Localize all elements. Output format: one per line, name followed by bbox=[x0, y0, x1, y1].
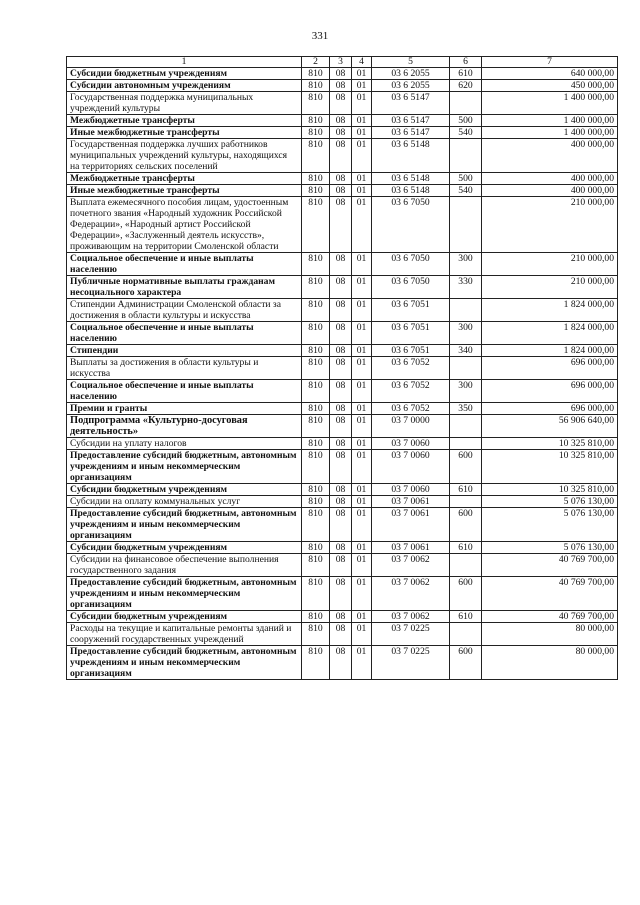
admin-code-cell: 810 bbox=[302, 496, 330, 508]
amount-cell: 1 824 000,00 bbox=[482, 299, 618, 322]
subsection-code-cell: 01 bbox=[352, 403, 372, 415]
expense-type-cell bbox=[450, 496, 482, 508]
expense-name-cell: Предоставление субсидий бюджетным, автономным учреждениям и иным некоммерческим организациям bbox=[67, 508, 302, 542]
table-row bbox=[67, 438, 618, 450]
target-article-cell: 03 6 5148 bbox=[372, 139, 450, 173]
budget-table bbox=[66, 56, 618, 680]
target-article-cell: 03 7 0060 bbox=[372, 484, 450, 496]
expense-type-cell: 600 bbox=[450, 508, 482, 542]
table-row bbox=[67, 415, 618, 438]
section-code-cell: 08 bbox=[330, 542, 352, 554]
admin-code-cell: 810 bbox=[302, 322, 330, 345]
expense-type-cell bbox=[450, 554, 482, 577]
expense-type-cell: 610 bbox=[450, 68, 482, 80]
subsection-code-cell: 01 bbox=[352, 197, 372, 253]
expense-name-cell: Стипендии Администрации Смоленской области за достижения в области культуры и искусства bbox=[67, 299, 302, 322]
subsection-code-cell: 01 bbox=[352, 127, 372, 139]
table-row bbox=[67, 127, 618, 139]
expense-name-cell: Социальное обеспечение и иные выплаты населению bbox=[67, 322, 302, 345]
subsection-code-cell: 01 bbox=[352, 415, 372, 438]
expense-type-cell: 600 bbox=[450, 450, 482, 484]
admin-code-cell: 810 bbox=[302, 646, 330, 680]
amount-cell: 40 769 700,00 bbox=[482, 554, 618, 577]
expense-name-cell: Субсидии на финансовое обеспечение выполнения государственного задания bbox=[67, 554, 302, 577]
admin-code-cell: 810 bbox=[302, 403, 330, 415]
subsection-code-cell: 01 bbox=[352, 623, 372, 646]
table-row bbox=[67, 173, 618, 185]
table-row bbox=[67, 68, 618, 80]
amount-cell: 1 400 000,00 bbox=[482, 127, 618, 139]
amount-cell: 400 000,00 bbox=[482, 139, 618, 173]
expense-name-cell: Субсидии бюджетным учреждениям bbox=[67, 611, 302, 623]
admin-code-cell: 810 bbox=[302, 542, 330, 554]
admin-code-cell: 810 bbox=[302, 253, 330, 276]
expense-type-cell: 610 bbox=[450, 484, 482, 496]
expense-type-cell bbox=[450, 197, 482, 253]
admin-code-cell: 810 bbox=[302, 623, 330, 646]
expense-name-cell: Подпрограмма «Культурно-досуговая деятельность» bbox=[67, 415, 302, 438]
expense-type-cell: 300 bbox=[450, 322, 482, 345]
amount-cell: 210 000,00 bbox=[482, 253, 618, 276]
admin-code-cell: 810 bbox=[302, 197, 330, 253]
admin-code-cell: 810 bbox=[302, 380, 330, 403]
section-code-cell: 08 bbox=[330, 80, 352, 92]
amount-cell: 40 769 700,00 bbox=[482, 611, 618, 623]
expense-name-cell: Государственная поддержка лучших работников муниципальных учреждений культуры, находящихся на территориях сельских поселений bbox=[67, 139, 302, 173]
expense-type-cell: 340 bbox=[450, 345, 482, 357]
amount-cell: 80 000,00 bbox=[482, 623, 618, 646]
section-code-cell: 08 bbox=[330, 623, 352, 646]
admin-code-cell: 810 bbox=[302, 415, 330, 438]
target-article-cell: 03 6 5147 bbox=[372, 115, 450, 127]
target-article-cell: 03 7 0062 bbox=[372, 577, 450, 611]
section-code-cell: 08 bbox=[330, 380, 352, 403]
section-code-cell: 08 bbox=[330, 68, 352, 80]
amount-cell: 40 769 700,00 bbox=[482, 577, 618, 611]
expense-name-cell: Выплата ежемесячного пособия лицам, удостоенным почетного звания «Народный художник Российской Федерации», «Народный артист Российской Федерации», «Заслуженный деятель искусств», проживающим на территории Смоленской области bbox=[67, 197, 302, 253]
target-article-cell: 03 6 2055 bbox=[372, 68, 450, 80]
table-row bbox=[67, 577, 618, 611]
section-code-cell: 08 bbox=[330, 554, 352, 577]
amount-cell: 5 076 130,00 bbox=[482, 542, 618, 554]
expense-name-cell: Субсидии на уплату налогов bbox=[67, 438, 302, 450]
amount-cell: 10 325 810,00 bbox=[482, 484, 618, 496]
admin-code-cell: 810 bbox=[302, 345, 330, 357]
target-article-cell: 03 6 7052 bbox=[372, 403, 450, 415]
subsection-code-cell: 01 bbox=[352, 139, 372, 173]
target-article-cell: 03 6 7051 bbox=[372, 345, 450, 357]
expense-name-cell: Иные межбюджетные трансферты bbox=[67, 185, 302, 197]
section-code-cell: 08 bbox=[330, 450, 352, 484]
expense-name-cell: Социальное обеспечение и иные выплаты населению bbox=[67, 380, 302, 403]
target-article-cell: 03 6 5147 bbox=[372, 92, 450, 115]
column-header: 4 bbox=[352, 57, 372, 68]
section-code-cell: 08 bbox=[330, 611, 352, 623]
admin-code-cell: 810 bbox=[302, 299, 330, 322]
admin-code-cell: 810 bbox=[302, 577, 330, 611]
admin-code-cell: 810 bbox=[302, 80, 330, 92]
expense-name-cell: Государственная поддержка муниципальных учреждений культуры bbox=[67, 92, 302, 115]
admin-code-cell: 810 bbox=[302, 276, 330, 299]
expense-name-cell: Предоставление субсидий бюджетным, автономным учреждениям и иным некоммерческим организациям bbox=[67, 577, 302, 611]
target-article-cell: 03 7 0061 bbox=[372, 542, 450, 554]
table-row bbox=[67, 322, 618, 345]
amount-cell: 10 325 810,00 bbox=[482, 438, 618, 450]
table-row bbox=[67, 139, 618, 173]
table-row bbox=[67, 554, 618, 577]
expense-type-cell: 300 bbox=[450, 380, 482, 403]
table-row bbox=[67, 380, 618, 403]
column-header: 3 bbox=[330, 57, 352, 68]
column-header: 7 bbox=[482, 57, 618, 68]
expense-type-cell: 500 bbox=[450, 115, 482, 127]
section-code-cell: 08 bbox=[330, 92, 352, 115]
amount-cell: 450 000,00 bbox=[482, 80, 618, 92]
admin-code-cell: 810 bbox=[302, 611, 330, 623]
expense-name-cell: Предоставление субсидий бюджетным, автономным учреждениям и иным некоммерческим организациям bbox=[67, 646, 302, 680]
admin-code-cell: 810 bbox=[302, 438, 330, 450]
amount-cell: 400 000,00 bbox=[482, 173, 618, 185]
table-row bbox=[67, 542, 618, 554]
expense-name-cell: Межбюджетные трансферты bbox=[67, 115, 302, 127]
column-header: 5 bbox=[372, 57, 450, 68]
subsection-code-cell: 01 bbox=[352, 496, 372, 508]
target-article-cell: 03 7 0061 bbox=[372, 496, 450, 508]
section-code-cell: 08 bbox=[330, 115, 352, 127]
target-article-cell: 03 7 0060 bbox=[372, 450, 450, 484]
amount-cell: 696 000,00 bbox=[482, 403, 618, 415]
expense-type-cell: 610 bbox=[450, 611, 482, 623]
expense-name-cell: Субсидии бюджетным учреждениям bbox=[67, 68, 302, 80]
table-row bbox=[67, 403, 618, 415]
section-code-cell: 08 bbox=[330, 508, 352, 542]
expense-type-cell: 620 bbox=[450, 80, 482, 92]
expense-type-cell bbox=[450, 357, 482, 380]
admin-code-cell: 810 bbox=[302, 357, 330, 380]
expense-type-cell: 600 bbox=[450, 646, 482, 680]
subsection-code-cell: 01 bbox=[352, 68, 372, 80]
section-code-cell: 08 bbox=[330, 415, 352, 438]
table-body bbox=[67, 68, 618, 680]
amount-cell: 1 824 000,00 bbox=[482, 322, 618, 345]
admin-code-cell: 810 bbox=[302, 173, 330, 185]
section-code-cell: 08 bbox=[330, 577, 352, 611]
target-article-cell: 03 7 0000 bbox=[372, 415, 450, 438]
expense-name-cell: Субсидии бюджетным учреждениям bbox=[67, 542, 302, 554]
subsection-code-cell: 01 bbox=[352, 357, 372, 380]
expense-type-cell bbox=[450, 623, 482, 646]
subsection-code-cell: 01 bbox=[352, 253, 372, 276]
section-code-cell: 08 bbox=[330, 253, 352, 276]
amount-cell: 80 000,00 bbox=[482, 646, 618, 680]
expense-name-cell: Межбюджетные трансферты bbox=[67, 173, 302, 185]
target-article-cell: 03 6 7052 bbox=[372, 380, 450, 403]
section-code-cell: 08 bbox=[330, 299, 352, 322]
expense-type-cell bbox=[450, 415, 482, 438]
amount-cell: 5 076 130,00 bbox=[482, 496, 618, 508]
target-article-cell: 03 6 7050 bbox=[372, 276, 450, 299]
subsection-code-cell: 01 bbox=[352, 322, 372, 345]
amount-cell: 696 000,00 bbox=[482, 357, 618, 380]
subsection-code-cell: 01 bbox=[352, 276, 372, 299]
expense-name-cell: Стипендии bbox=[67, 345, 302, 357]
expense-type-cell: 610 bbox=[450, 542, 482, 554]
target-article-cell: 03 7 0062 bbox=[372, 611, 450, 623]
table-row bbox=[67, 496, 618, 508]
target-article-cell: 03 7 0060 bbox=[372, 438, 450, 450]
subsection-code-cell: 01 bbox=[352, 299, 372, 322]
subsection-code-cell: 01 bbox=[352, 380, 372, 403]
column-header: 2 bbox=[302, 57, 330, 68]
table-row bbox=[67, 253, 618, 276]
amount-cell: 1 400 000,00 bbox=[482, 115, 618, 127]
expense-type-cell: 540 bbox=[450, 127, 482, 139]
expense-name-cell: Предоставление субсидий бюджетным, автономным учреждениям и иным некоммерческим организациям bbox=[67, 450, 302, 484]
expense-name-cell: Социальное обеспечение и иные выплаты населению bbox=[67, 253, 302, 276]
amount-cell: 640 000,00 bbox=[482, 68, 618, 80]
expense-type-cell bbox=[450, 92, 482, 115]
target-article-cell: 03 6 5147 bbox=[372, 127, 450, 139]
amount-cell: 1 824 000,00 bbox=[482, 345, 618, 357]
page-number: 331 bbox=[311, 30, 329, 42]
expense-type-cell: 300 bbox=[450, 253, 482, 276]
section-code-cell: 08 bbox=[330, 496, 352, 508]
expense-name-cell: Расходы на текущие и капитальные ремонты зданий и сооружений государственных учреждений bbox=[67, 623, 302, 646]
expense-type-cell: 330 bbox=[450, 276, 482, 299]
target-article-cell: 03 6 7051 bbox=[372, 322, 450, 345]
expense-name-cell: Субсидии бюджетным учреждениям bbox=[67, 484, 302, 496]
table-row bbox=[67, 80, 618, 92]
expense-type-cell: 600 bbox=[450, 577, 482, 611]
admin-code-cell: 810 bbox=[302, 68, 330, 80]
amount-cell: 210 000,00 bbox=[482, 197, 618, 253]
expense-name-cell: Выплаты за достижения в области культуры и искусства bbox=[67, 357, 302, 380]
admin-code-cell: 810 bbox=[302, 508, 330, 542]
table-row bbox=[67, 345, 618, 357]
target-article-cell: 03 6 7050 bbox=[372, 253, 450, 276]
subsection-code-cell: 01 bbox=[352, 438, 372, 450]
target-article-cell: 03 6 7050 bbox=[372, 197, 450, 253]
expense-type-cell bbox=[450, 139, 482, 173]
admin-code-cell: 810 bbox=[302, 127, 330, 139]
section-code-cell: 08 bbox=[330, 127, 352, 139]
expense-type-cell: 500 bbox=[450, 173, 482, 185]
amount-cell: 10 325 810,00 bbox=[482, 450, 618, 484]
expense-name-cell: Иные межбюджетные трансферты bbox=[67, 127, 302, 139]
amount-cell: 1 400 000,00 bbox=[482, 92, 618, 115]
table-row bbox=[67, 646, 618, 680]
table-row bbox=[67, 92, 618, 115]
section-code-cell: 08 bbox=[330, 322, 352, 345]
amount-cell: 400 000,00 bbox=[482, 185, 618, 197]
table-row bbox=[67, 450, 618, 484]
section-code-cell: 08 bbox=[330, 357, 352, 380]
section-code-cell: 08 bbox=[330, 345, 352, 357]
subsection-code-cell: 01 bbox=[352, 577, 372, 611]
section-code-cell: 08 bbox=[330, 403, 352, 415]
admin-code-cell: 810 bbox=[302, 92, 330, 115]
expense-name-cell: Премии и гранты bbox=[67, 403, 302, 415]
table-row bbox=[67, 508, 618, 542]
amount-cell: 5 076 130,00 bbox=[482, 508, 618, 542]
section-code-cell: 08 bbox=[330, 185, 352, 197]
subsection-code-cell: 01 bbox=[352, 484, 372, 496]
subsection-code-cell: 01 bbox=[352, 646, 372, 680]
subsection-code-cell: 01 bbox=[352, 173, 372, 185]
amount-cell: 696 000,00 bbox=[482, 380, 618, 403]
admin-code-cell: 810 bbox=[302, 554, 330, 577]
table-row bbox=[67, 185, 618, 197]
expense-name-cell: Публичные нормативные выплаты гражданам несоциального характера bbox=[67, 276, 302, 299]
target-article-cell: 03 6 5148 bbox=[372, 173, 450, 185]
admin-code-cell: 810 bbox=[302, 484, 330, 496]
subsection-code-cell: 01 bbox=[352, 508, 372, 542]
table-row bbox=[67, 299, 618, 322]
admin-code-cell: 810 bbox=[302, 450, 330, 484]
section-code-cell: 08 bbox=[330, 438, 352, 450]
target-article-cell: 03 6 5148 bbox=[372, 185, 450, 197]
target-article-cell: 03 6 2055 bbox=[372, 80, 450, 92]
target-article-cell: 03 6 7051 bbox=[372, 299, 450, 322]
subsection-code-cell: 01 bbox=[352, 450, 372, 484]
subsection-code-cell: 01 bbox=[352, 554, 372, 577]
section-code-cell: 08 bbox=[330, 484, 352, 496]
expense-name-cell: Субсидии на оплату коммунальных услуг bbox=[67, 496, 302, 508]
amount-cell: 56 906 640,00 bbox=[482, 415, 618, 438]
table-row bbox=[67, 115, 618, 127]
target-article-cell: 03 7 0061 bbox=[372, 508, 450, 542]
admin-code-cell: 810 bbox=[302, 139, 330, 173]
admin-code-cell: 810 bbox=[302, 115, 330, 127]
target-article-cell: 03 7 0225 bbox=[372, 646, 450, 680]
expense-name-cell: Субсидии автономным учреждениям bbox=[67, 80, 302, 92]
admin-code-cell: 810 bbox=[302, 185, 330, 197]
table-row bbox=[67, 484, 618, 496]
expense-type-cell bbox=[450, 438, 482, 450]
table-row bbox=[67, 611, 618, 623]
subsection-code-cell: 01 bbox=[352, 80, 372, 92]
section-code-cell: 08 bbox=[330, 276, 352, 299]
column-header: 6 bbox=[450, 57, 482, 68]
expense-type-cell bbox=[450, 299, 482, 322]
table-row bbox=[67, 623, 618, 646]
subsection-code-cell: 01 bbox=[352, 185, 372, 197]
table-row bbox=[67, 197, 618, 253]
target-article-cell: 03 7 0225 bbox=[372, 623, 450, 646]
subsection-code-cell: 01 bbox=[352, 345, 372, 357]
amount-cell: 210 000,00 bbox=[482, 276, 618, 299]
subsection-code-cell: 01 bbox=[352, 542, 372, 554]
column-header-row bbox=[67, 57, 618, 68]
expense-type-cell: 350 bbox=[450, 403, 482, 415]
section-code-cell: 08 bbox=[330, 173, 352, 185]
column-header: 1 bbox=[67, 57, 302, 68]
expense-type-cell: 540 bbox=[450, 185, 482, 197]
subsection-code-cell: 01 bbox=[352, 611, 372, 623]
section-code-cell: 08 bbox=[330, 197, 352, 253]
table-row bbox=[67, 357, 618, 380]
target-article-cell: 03 7 0062 bbox=[372, 554, 450, 577]
subsection-code-cell: 01 bbox=[352, 92, 372, 115]
table-row bbox=[67, 276, 618, 299]
section-code-cell: 08 bbox=[330, 646, 352, 680]
target-article-cell: 03 6 7052 bbox=[372, 357, 450, 380]
section-code-cell: 08 bbox=[330, 139, 352, 173]
subsection-code-cell: 01 bbox=[352, 115, 372, 127]
